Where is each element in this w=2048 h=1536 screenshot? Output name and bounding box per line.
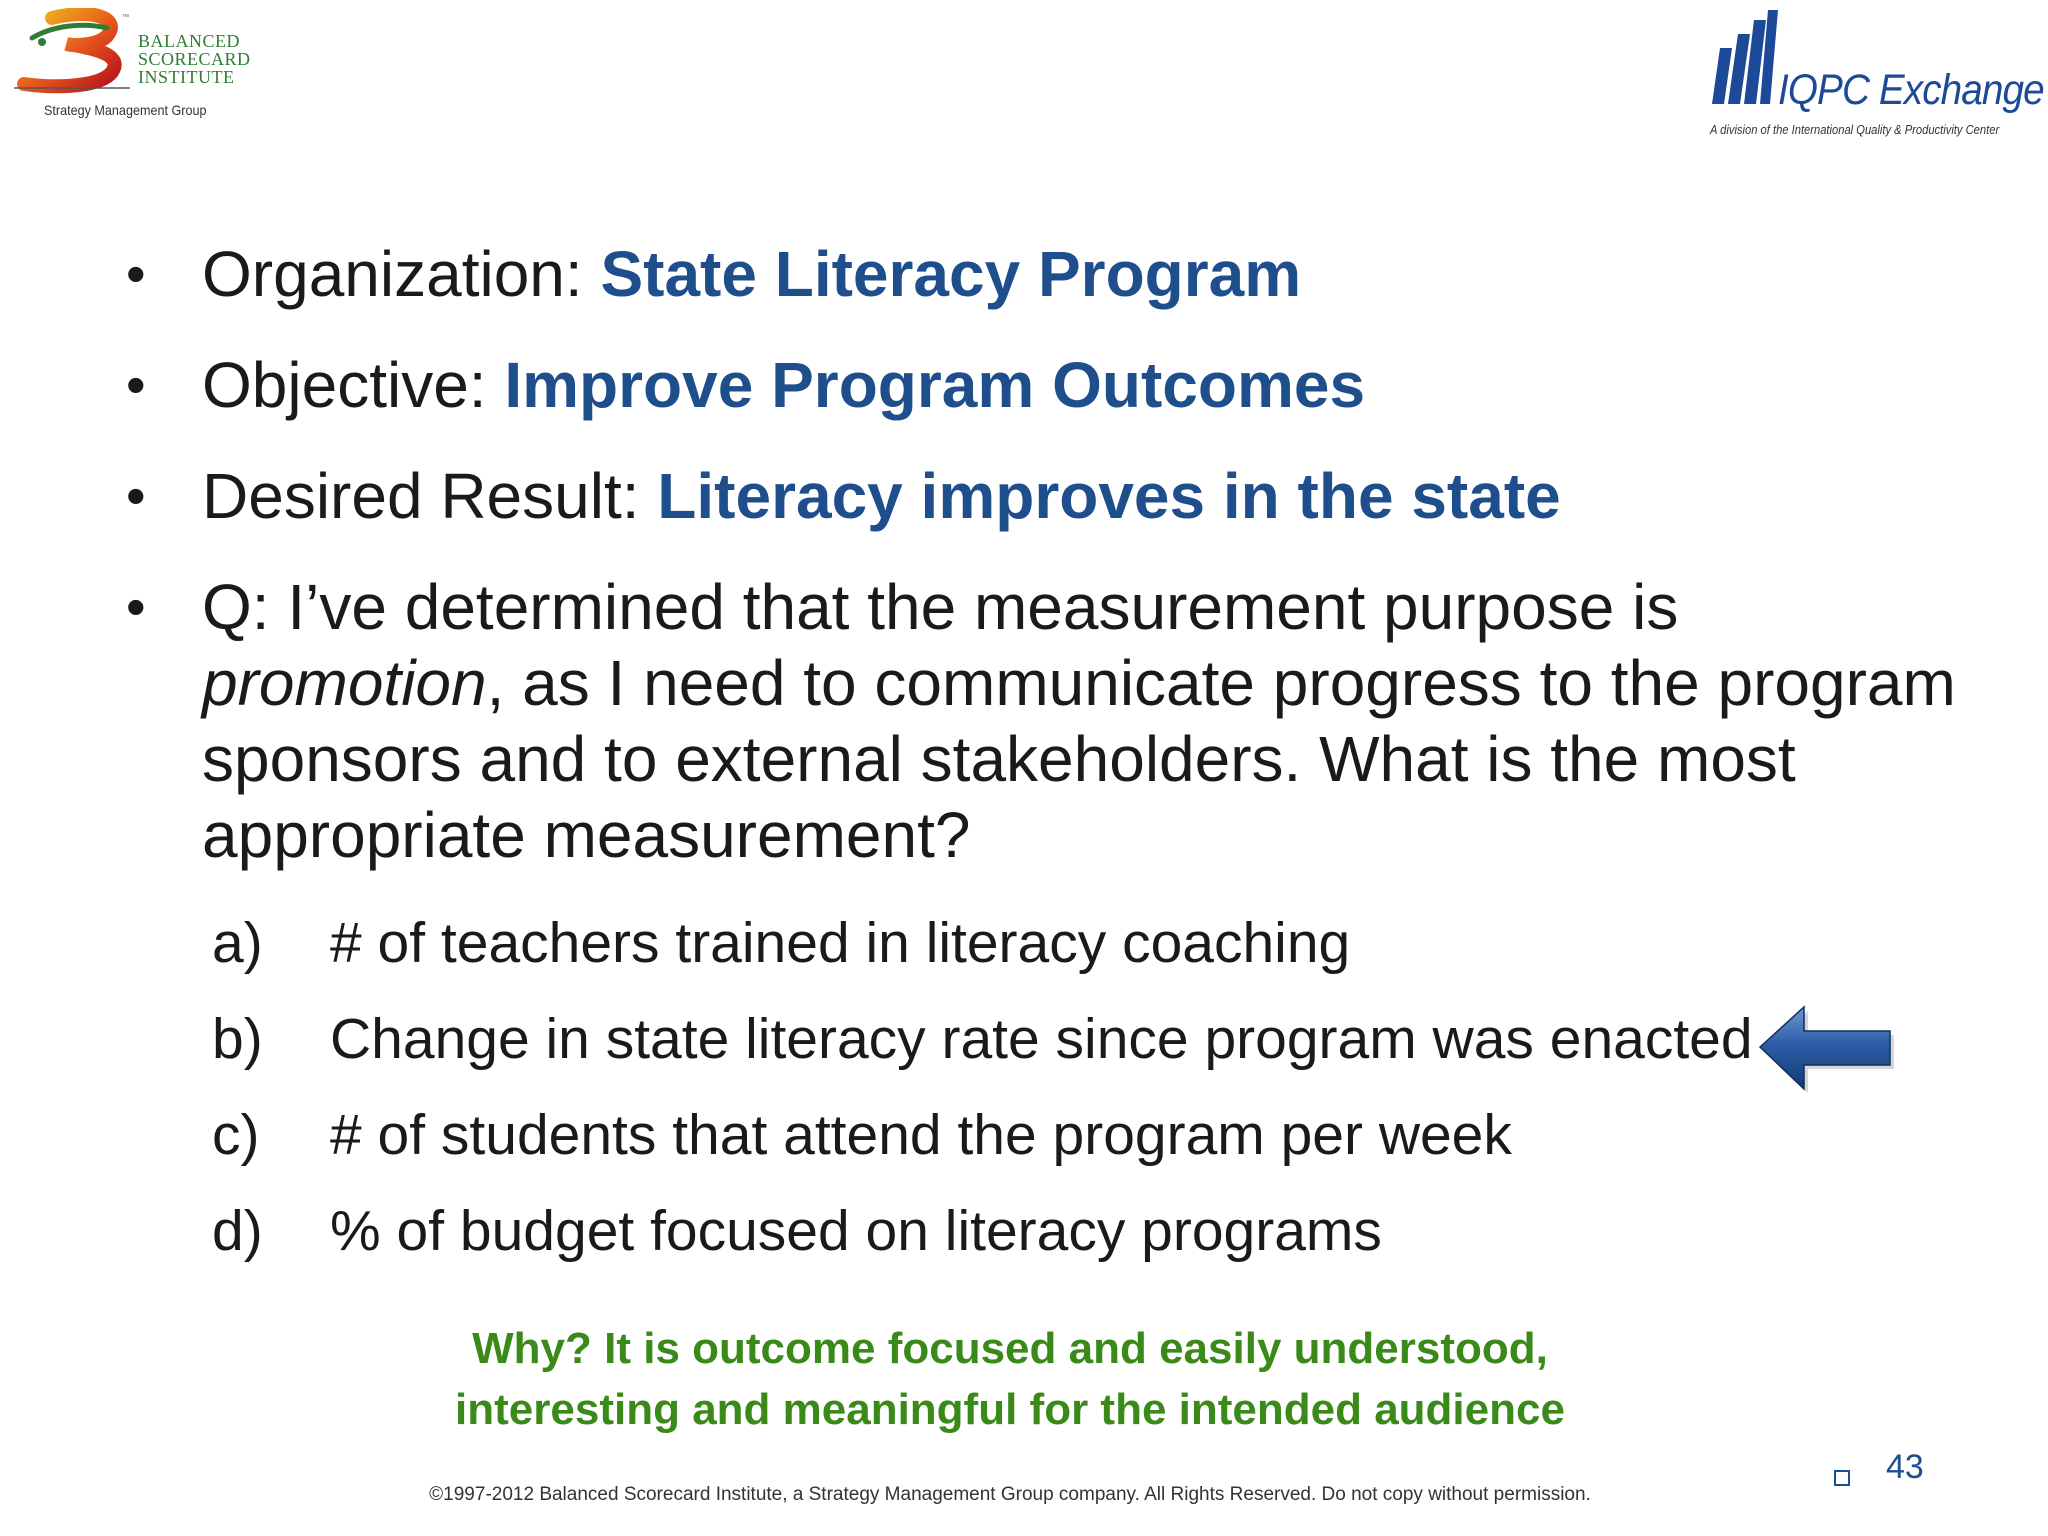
explanation-line2: interesting and meaningful for the intended audience [455, 1385, 1565, 1434]
option-letter: a) [212, 911, 263, 975]
bullet-organization [122, 236, 1301, 312]
bsi-tagline: Strategy Management Group [44, 102, 207, 118]
bullet-label: Organization: [202, 238, 601, 310]
page-number: 43 [1886, 1448, 1924, 1486]
option-letter: b) [212, 1007, 263, 1071]
iqpc-bars-icon [1706, 8, 1778, 108]
bullet-label: Objective: [202, 349, 505, 421]
option-text: % of budget focused on literacy programs [330, 1199, 1382, 1263]
bullet-dot-icon: • [126, 353, 146, 416]
bullet-value: State Literacy Program [600, 238, 1302, 310]
bullet-dot-icon: • [126, 464, 146, 527]
option-c [212, 1100, 1512, 1170]
iqpc-tagline: A division of the International Quality & Productivity Center [1710, 122, 2000, 137]
square-icon [1834, 1470, 1850, 1486]
option-text: # of teachers trained in literacy coaching [330, 911, 1351, 975]
option-a [212, 908, 1350, 978]
arrow-left-icon [1756, 1003, 1896, 1093]
bsi-swoosh-icon [12, 8, 142, 98]
bsi-wordmark [138, 32, 251, 86]
explanation-text [400, 1318, 1620, 1440]
bsi-line1: BALANCED [138, 31, 240, 51]
iqpc-exchange-logo [1706, 8, 2042, 140]
option-b [212, 1004, 1753, 1074]
bsi-line3: INSTITUTE [138, 67, 235, 87]
option-text: # of students that attend the program per week [330, 1103, 1512, 1167]
iqpc-wordmark: IQPC Exchange [1778, 66, 2044, 114]
balanced-scorecard-logo [12, 8, 252, 128]
question-text-start: Q: I’ve determined that the measurement purpose is [202, 571, 1679, 643]
copyright-footer: ©1997-2012 Balanced Scorecard Institute, a Strategy Management Group company. All Rights Reserved. Do not copy without permission. [429, 1484, 1591, 1505]
bullet-value: Literacy improves in the state [657, 460, 1561, 532]
bullet-dot-icon: • [126, 242, 146, 305]
bullet-value: Improve Program Outcomes [504, 349, 1366, 421]
option-d [212, 1196, 1382, 1266]
explanation-line1: Why? It is outcome focused and easily understood, [472, 1324, 1548, 1373]
option-letter: c) [212, 1103, 260, 1167]
question-text-end: , as I need to communicate progress to the program sponsors and to external stakeholders. What is the most appropriate measurement? [202, 647, 1956, 871]
bullet-objective [122, 347, 1365, 423]
bullet-question [122, 569, 1982, 873]
bsi-line2: SCORECARD [138, 49, 251, 69]
option-text: Change in state literacy rate since program was enacted [330, 1007, 1753, 1071]
bullet-dot-icon: • [126, 575, 146, 638]
question-emphasis: promotion [202, 647, 487, 719]
option-letter: d) [212, 1199, 263, 1263]
bullet-desired-result [122, 458, 1561, 534]
trademark-mark: ™ [122, 14, 129, 21]
bullet-label: Desired Result: [202, 460, 658, 532]
